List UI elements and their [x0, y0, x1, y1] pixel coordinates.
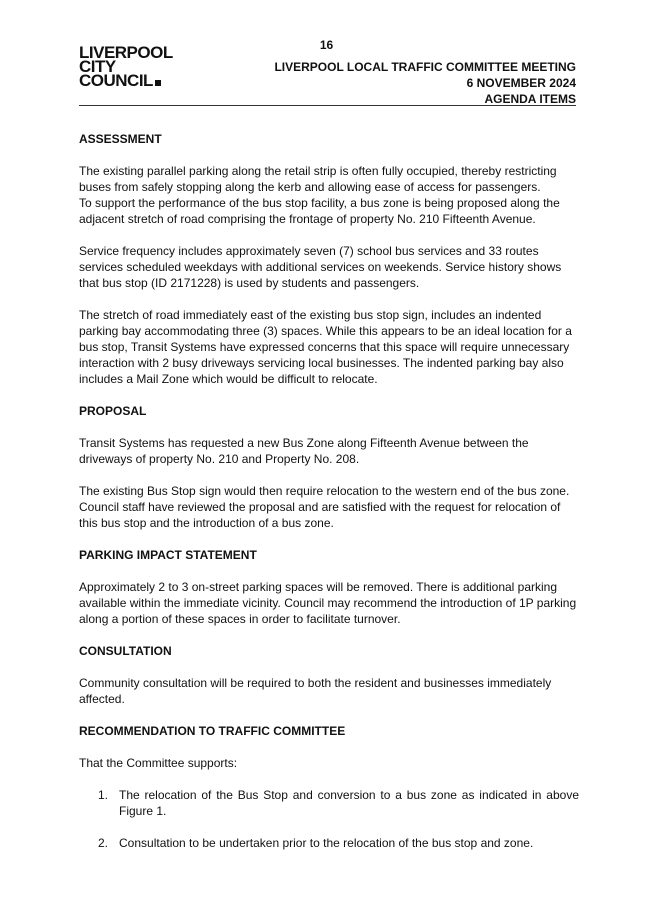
- council-logo: [79, 43, 173, 90]
- logo-line-3: COUNCIL: [79, 74, 173, 88]
- assessment-paragraph-2: Service frequency includes approximately seven (7) school bus services and 33 routes services scheduled weekdays with additional services on weekends. Service history shows that bus stop (ID 2171228) is used by students and passengers.: [79, 244, 562, 290]
- list-item-text: The relocation of the Bus Stop and conversion to a bus zone as indicated in above Figure 1.: [119, 788, 579, 818]
- header-divider: [79, 105, 576, 106]
- logo-line-2: CITY: [79, 57, 116, 76]
- assessment-paragraph-1b: To support the performance of the bus stop facility, a bus zone is being proposed along the adjacent stretch of road comprising the frontage of property No. 210 Fifteenth Avenue.: [79, 196, 560, 226]
- consultation-heading: CONSULTATION: [79, 644, 172, 658]
- parking-heading: PARKING IMPACT STATEMENT: [79, 548, 257, 562]
- parking-paragraph-1: Approximately 2 to 3 on-street parking spaces will be removed. There is additional parking available within the immediate vicinity. Council may recommend the introduction of 1P parking along a portion of these spaces in order to facilitate turnover.: [79, 580, 577, 626]
- proposal-paragraph-2: The existing Bus Stop sign would then require relocation to the western end of the bus zone. Council staff have reviewed the proposal and are satisfied with the request for relocation of this bus stop and the introduction of a bus zone.: [79, 484, 570, 530]
- logo-line-1: LIVERPOOL: [79, 43, 173, 62]
- list-item-number: 1.: [98, 788, 109, 802]
- agenda-section: AGENDA ITEMS: [484, 92, 576, 106]
- meeting-date: 6 NOVEMBER 2024: [466, 76, 576, 90]
- page-number: 16: [319, 38, 334, 52]
- recommendation-heading: RECOMMENDATION TO TRAFFIC COMMITTEE: [79, 724, 346, 738]
- list-item: [79, 835, 579, 851]
- assessment-paragraph-3: The stretch of road immediately east of the existing bus stop sign, includes an indented parking bay accommodating three (3) spaces. While this appears to be an ideal location for a bus stop, Transit Systems have expressed concerns that this space will require unnecessary interaction with 2 busy driveways servicing local businesses. The indented parking bay also includes a Mail Zone which would be difficult to relocate.: [79, 308, 572, 386]
- proposal-paragraph-1: Transit Systems has requested a new Bus Zone along Fifteenth Avenue between the driveways of property No. 210 and Property No. 208.: [79, 436, 529, 466]
- list-item: [79, 787, 579, 819]
- consultation-paragraph-1: Community consultation will be required to both the resident and businesses immediately affected.: [79, 676, 552, 706]
- assessment-heading: ASSESSMENT: [79, 132, 162, 146]
- document-body: [79, 131, 579, 867]
- list-item-number: 2.: [98, 836, 109, 850]
- list-item-text: Consultation to be undertaken prior to the relocation of the bus stop and zone.: [119, 836, 534, 850]
- meeting-header: [274, 59, 576, 107]
- proposal-heading: PROPOSAL: [79, 404, 147, 418]
- assessment-paragraph-1a: The existing parallel parking along the retail strip is often fully occupied, thereby restricting buses from safely stopping along the kerb and allowing ease of access for passengers.: [79, 164, 557, 194]
- meeting-title: LIVERPOOL LOCAL TRAFFIC COMMITTEE MEETING: [274, 60, 576, 74]
- recommendation-list: [79, 787, 579, 851]
- recommendation-intro: That the Committee supports:: [79, 756, 238, 770]
- logo-dot-icon: [155, 80, 161, 86]
